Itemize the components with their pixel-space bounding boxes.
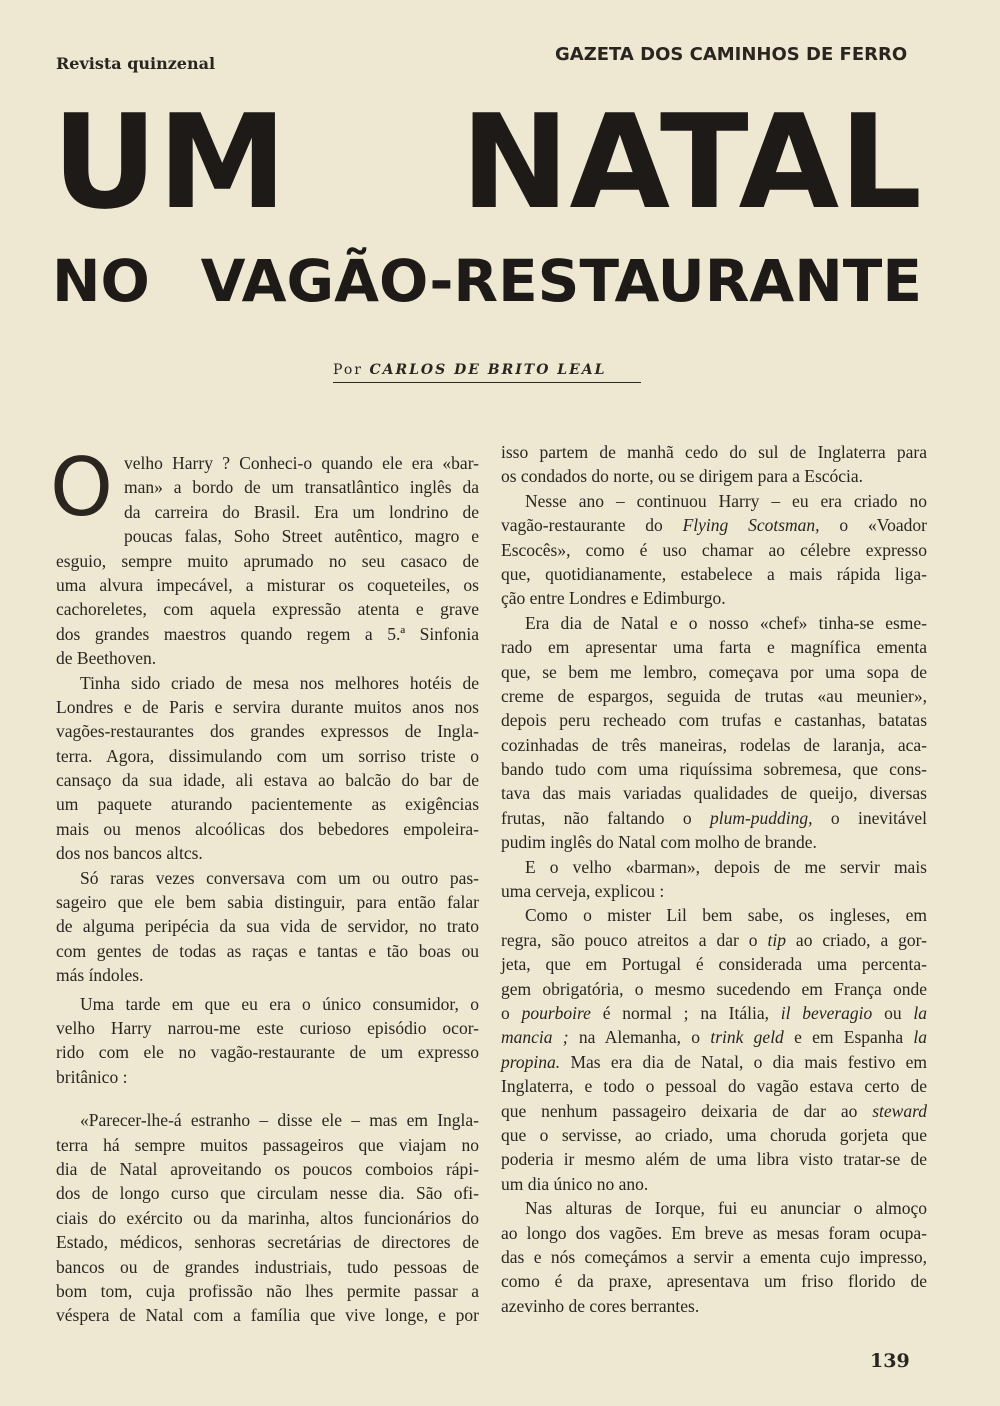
italic-term: plum-pudding, — [709, 807, 813, 828]
text-line: gem obrigatória, o mesmo sucedendo em França onde — [501, 978, 927, 999]
text-line: que nenhum passageiro deixaria de dar ao steward — [501, 1100, 927, 1121]
text-line: ção entre Londres e Edimburgo. — [501, 588, 726, 609]
italic-term: la — [913, 1002, 928, 1023]
italic-term: Flying Scotsman, — [682, 515, 820, 536]
text-line: man» a bordo de um transatlântico inglês da — [124, 477, 479, 498]
text-line: com gentes de todas as raças e tantas e tão boas ou — [56, 940, 479, 961]
text-line: dos de longo curso que circulam nesse dia. São ofi- — [56, 1183, 479, 1204]
magazine-name: GAZETA DOS CAMINHOS DE FERRO — [555, 44, 908, 65]
paragraph — [56, 671, 479, 866]
text-line: Nas alturas de Iorque, fui eu anunciar o almoço — [525, 1198, 927, 1219]
text-line: creme de espargos, seguida de trutas «au meunier», — [501, 685, 927, 706]
text-line: Londres e de Paris e servira durante muitos anos nos — [56, 696, 479, 717]
text-line: Só raras vezes conversava com um ou outro pas- — [80, 867, 479, 888]
text-line: vagão-restaurante do Flying Scotsman, o «Voador — [501, 515, 927, 536]
text-line: Nesse ano – continuou Harry – eu era criado no — [525, 490, 927, 511]
text-line: isso partem de manhã cedo do sul de Inglaterra para — [501, 442, 927, 462]
text-line: uma alvura impecável, a misturar os coqueteiles, os — [56, 574, 479, 595]
text-line: Escocês», como é uso chamar ao célebre expresso — [501, 539, 927, 560]
text-line: bancos ou de grandes industriais, tudo pessoas de — [56, 1256, 479, 1277]
text-line: dos grandes maestros quando regem a 5.ª Sinfonia — [56, 623, 479, 644]
italic-term: pourboire — [521, 1002, 591, 1023]
page-number: 139 — [870, 1350, 910, 1372]
text-line: E o velho «barman», depois de me servir mais — [525, 856, 927, 877]
italic-term: tip — [767, 929, 786, 950]
paragraph — [56, 992, 479, 1090]
byline — [333, 362, 641, 383]
text-line: tava das mais variadas qualidades de queijo, diversas — [501, 783, 927, 804]
text-line: Tinha sido criado de mesa nos melhores hotéis de — [80, 672, 479, 693]
text-line: cozinhadas de três maneiras, rodelas de laranja, aca- — [501, 734, 927, 755]
text-line: azevinho de cores berrantes. — [501, 1295, 700, 1316]
text-line: rido com ele no vagão-restaurante de um expresso — [56, 1042, 479, 1063]
paragraph — [501, 440, 927, 489]
text-line: Inglaterra, e todo o pessoal do vagão estava certo de — [501, 1076, 927, 1097]
text-line: ciais do exército ou da marinha, altos funcionários do — [56, 1207, 479, 1228]
text-line: rado em apresentar uma farta e magnífica ementa — [501, 637, 927, 658]
paragraph — [501, 1196, 927, 1318]
text-line: mancia ; na Alemanha, o trink geld e em Espanha la — [501, 1027, 927, 1048]
italic-term: propina. — [501, 1051, 561, 1072]
byline-author: CARLOS DE BRITO LEAL — [369, 362, 607, 378]
italic-term: mancia ; — [501, 1027, 569, 1048]
text-line: um dia único no ano. — [501, 1173, 649, 1194]
text-line: Estado, médicos, senhoras secretárias de directores de — [56, 1232, 479, 1253]
text-line: regra, são pouco atreitos a dar o tip ao criado, a gor- — [501, 929, 927, 950]
text-line: velho Harry narrou-me este curioso episódio ocor- — [56, 1017, 479, 1038]
italic-term: steward — [872, 1100, 927, 1121]
text-line: dos nos bancos altcs. — [56, 843, 203, 864]
text-line: sageiro que ele bem sabia distinguir, para então falar — [56, 892, 479, 913]
text-line: terra há sempre muitos passageiros que viajam no — [56, 1134, 479, 1155]
magazine-subtitle: Revista quinzenal — [56, 54, 216, 73]
text-line: Uma tarde em que eu era o único consumidor, o — [80, 993, 479, 1014]
text-line: pudim inglês do Natal com molho de brande. — [501, 832, 817, 853]
paragraph — [56, 1108, 479, 1328]
article-title-line-2: NO VAGÃO-RESTAURANTE — [52, 247, 922, 315]
text-line: poucas falas, Soho Street autêntico, magro e — [124, 526, 479, 547]
text-line: terra. Agora, dissimulando com um sorriso triste o — [56, 745, 479, 766]
text-line: que o servisse, ao criado, uma choruda gorjeta que — [501, 1124, 927, 1145]
text-line: propina. Mas era dia de Natal, o dia mais festivo em — [501, 1051, 927, 1072]
text-line: Era dia de Natal e o nosso «chef» tinha-se esme- — [525, 612, 927, 633]
text-column-left — [56, 451, 479, 1328]
drop-cap: O — [50, 441, 113, 534]
text-line: britânico : — [56, 1066, 128, 1087]
text-line: frutas, não faltando o plum-pudding, o inevitável — [501, 807, 927, 828]
text-line: vagões-restaurantes dos grandes expressos de Ingla- — [56, 721, 479, 742]
text-line: cachoreletes, com aquela expressão atenta e grave — [56, 599, 479, 620]
article-title-line-1: UM NATAL — [52, 86, 922, 238]
text-line: bando tudo com uma riquíssima sobremesa, que cons- — [501, 759, 927, 780]
paragraph — [56, 866, 479, 988]
text-line: das e nós começámos a servir a ementa cujo impresso, — [501, 1246, 927, 1267]
paragraph — [501, 855, 927, 904]
paragraph — [501, 489, 927, 611]
text-line: o pourboire é normal ; na Itália, il beveragio ou la — [501, 1002, 928, 1023]
text-line: os condados do norte, ou se dirigem para a Escócia. — [501, 466, 864, 487]
paragraph — [56, 451, 479, 671]
text-line: um paquete aturando pacientemente as exigências — [56, 794, 479, 815]
text-line: ao longo dos vagões. Em breve as mesas foram ocupa- — [501, 1222, 927, 1243]
text-line: véspera de Natal com a família que vive longe, e por — [56, 1305, 479, 1326]
text-line: cansaço da sua idade, ali estava ao balcão do bar de — [56, 770, 479, 791]
text-line: velho Harry ? Conheci-o quando ele era «bar- — [124, 453, 479, 473]
text-line: depois peru recheado com trufas e castanhas, batatas — [501, 710, 927, 731]
text-line: más índoles. — [56, 965, 144, 986]
italic-term: trink geld — [710, 1027, 784, 1048]
text-line: que, quotidianamente, estabelece a mais rápida liga- — [501, 563, 927, 584]
text-line: de alguma peripécia da sua vida de servidor, no trato — [56, 916, 479, 937]
text-line: dia de Natal aproveitando os poucos comboios rápi- — [56, 1158, 479, 1179]
text-line: uma cerveja, explicou : — [501, 881, 665, 902]
text-line: Como o mister Lil bem sabe, os ingleses, em — [525, 905, 927, 926]
text-line: esguio, sempre muito aprumado no seu casaco de — [56, 550, 479, 571]
text-line: jeta, que em Portugal é considerada uma percenta- — [501, 954, 927, 975]
paragraph — [501, 611, 927, 855]
text-column-right — [501, 440, 927, 1318]
text-line: de Beethoven. — [56, 648, 157, 669]
italic-term: il beveragio — [780, 1002, 873, 1023]
text-line: da carreira do Brasil. Era um londrino de — [124, 501, 479, 522]
text-line: mais ou menos alcoólicas dos bebedores empoleira- — [56, 818, 479, 839]
paragraph — [501, 903, 927, 1196]
text-line: poderia ir mesmo além de uma libra visto tratar-se de — [501, 1149, 927, 1170]
text-line: como é da praxe, apresentava um friso florido de — [501, 1271, 927, 1292]
text-line: bom tom, cuja profissão não lhes permite passar a — [56, 1280, 479, 1301]
italic-term: la — [913, 1027, 927, 1048]
text-line: que, se bem me lembro, começava por uma sopa de — [501, 661, 927, 682]
byline-prefix: Por — [333, 362, 363, 378]
text-line: «Parecer-lhe-á estranho – disse ele – mas em Ingla- — [80, 1110, 479, 1131]
